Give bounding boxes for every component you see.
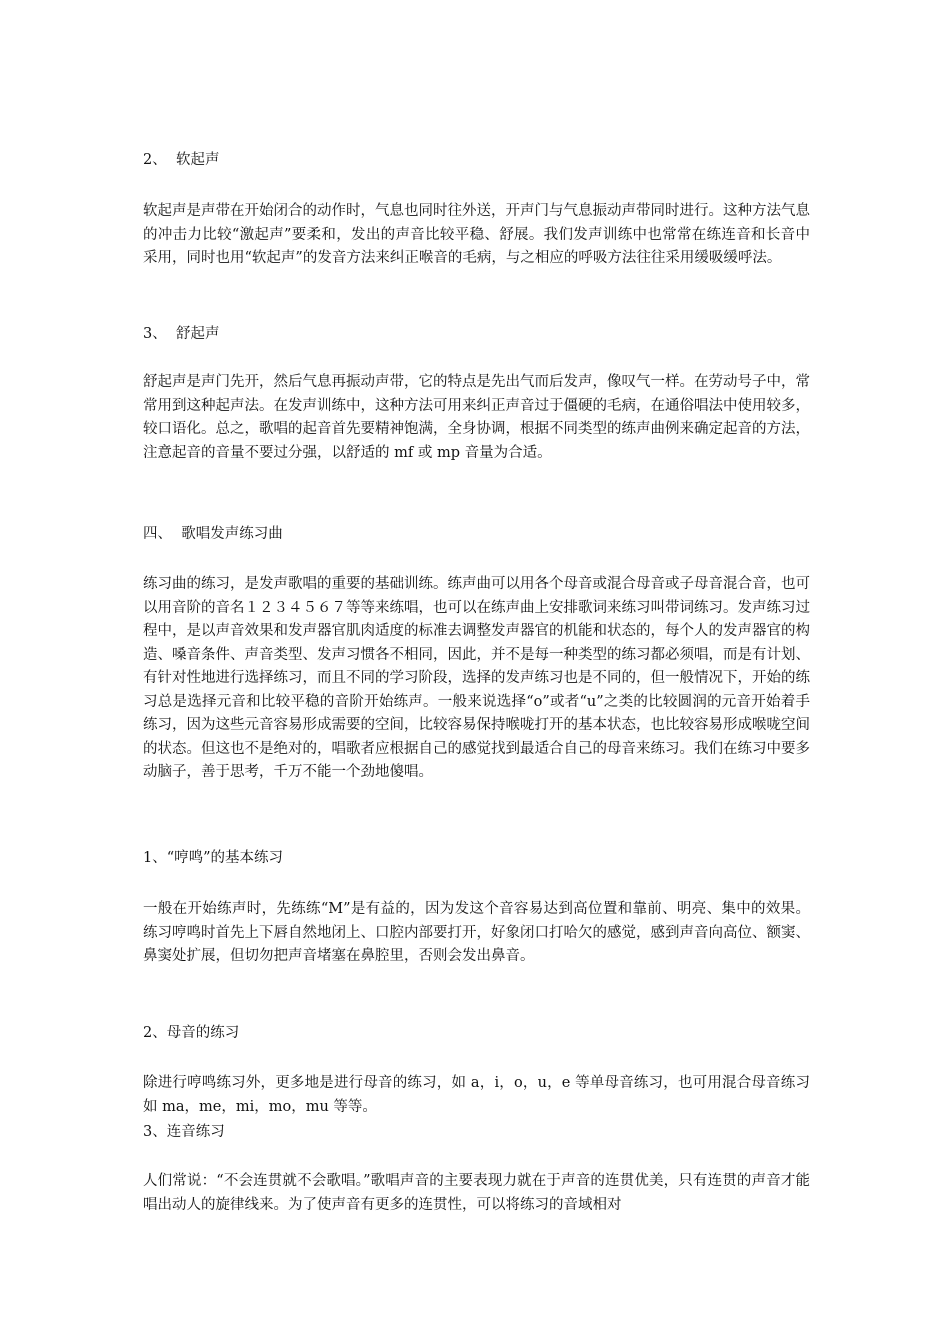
section-heading-relaxed-onset: 3、 舒起声 bbox=[143, 326, 220, 342]
section-heading-vocal-exercises: 四、 歌唱发声练习曲 bbox=[143, 526, 283, 542]
paragraph-legato-practice: 人们常说：“不会连贯就不会歌唱。”歌唱声音的主要表现力就在于声音的连贯优美，只有连贯的声音才能唱出动人的旋律线来。为了使声音有更多的连贯性，可以将练习的音域相对 bbox=[143, 1173, 810, 1213]
paragraph-vocal-exercises: 练习曲的练习，是发声歌唱的重要的基础训练。练声曲可以用各个母音或混合母音或子母音混合音，也可以用音阶的音名１２３４５６７等等来练唱，也可以在练声曲上安排歌词来练习叫带词练习。发声练习过程中，是以声音效果和发声器官肌肉适度的标准去调整发声器官的机能和状态的，每个人的发声器官的构造、嗓音条件、声音类型、发声习惯各不相同，因此，并不是每一种类型的练习都必须唱，而是有计划、有针对性地进行选择练习，而且不同的学习阶段，选择的发声练习也是不同的，但一般情况下，开始的练习总是选择元音和比较平稳的音阶开始练声。一般来说选择“o”或者“u”之类的比较圆润的元音开始着手练习，因为这些元音容易形成需要的空间，比较容易保持喉咙打开的基本状态，也比较容易形成喉咙空间的状态。但这也不是绝对的，唱歌者应根据自己的感觉找到最适合自己的母音来练习。我们在练习中要多动脑子，善于思考，千万不能一个劲地傻唱。 bbox=[143, 576, 810, 780]
section-heading-soft-onset: 2、 软起声 bbox=[143, 152, 220, 168]
section-heading-legato-practice: 3、连音练习 bbox=[143, 1124, 225, 1140]
paragraph-humming: 一般在开始练声时，先练练“M”是有益的，因为发这个音容易达到高位置和靠前、明亮、集中的效果。练习哼鸣时首先上下唇自然地闭上、口腔内部要打开，好象闭口打哈欠的感觉，感到声音向高位、额窦、鼻窦处扩展，但切勿把声音堵塞在鼻腔里，否则会发出鼻音。 bbox=[143, 901, 810, 964]
section-heading-humming: 1、“哼鸣”的基本练习 bbox=[143, 850, 284, 866]
section-heading-vowel-practice: 2、母音的练习 bbox=[143, 1025, 240, 1041]
paragraph-soft-onset: 软起声是声带在开始闭合的动作时，气息也同时往外送，开声门与气息振动声带同时进行。这种方法气息的冲击力比较“激起声”要柔和，发出的声音比较平稳、舒展。我们发声训练中也常常在练连音和长音中采用，同时也用“软起声”的发音方法来纠正喉音的毛病，与之相应的呼吸方法往往采用缓吸缓呼法。 bbox=[143, 203, 810, 266]
paragraph-relaxed-onset: 舒起声是声门先开，然后气息再振动声带，它的特点是先出气而后发声，像叹气一样。在劳动号子中，常常用到这种起声法。在发声训练中，这种方法可用来纠正声音过于僵硬的毛病，在通俗唱法中使用较多，较口语化。总之，歌唱的起音首先要精神饱满，全身协调，根据不同类型的练声曲例来确定起音的方法，注意起音的音量不要过分强，以舒适的 mf 或 mp 音量为合适。 bbox=[143, 374, 810, 461]
paragraph-vowel-practice: 除进行哼鸣练习外，更多地是进行母音的练习，如 a，i，o，u，e 等单母音练习，也可用混合母音练习如 ma，me，mi，mo，mu 等等。 bbox=[143, 1075, 810, 1115]
